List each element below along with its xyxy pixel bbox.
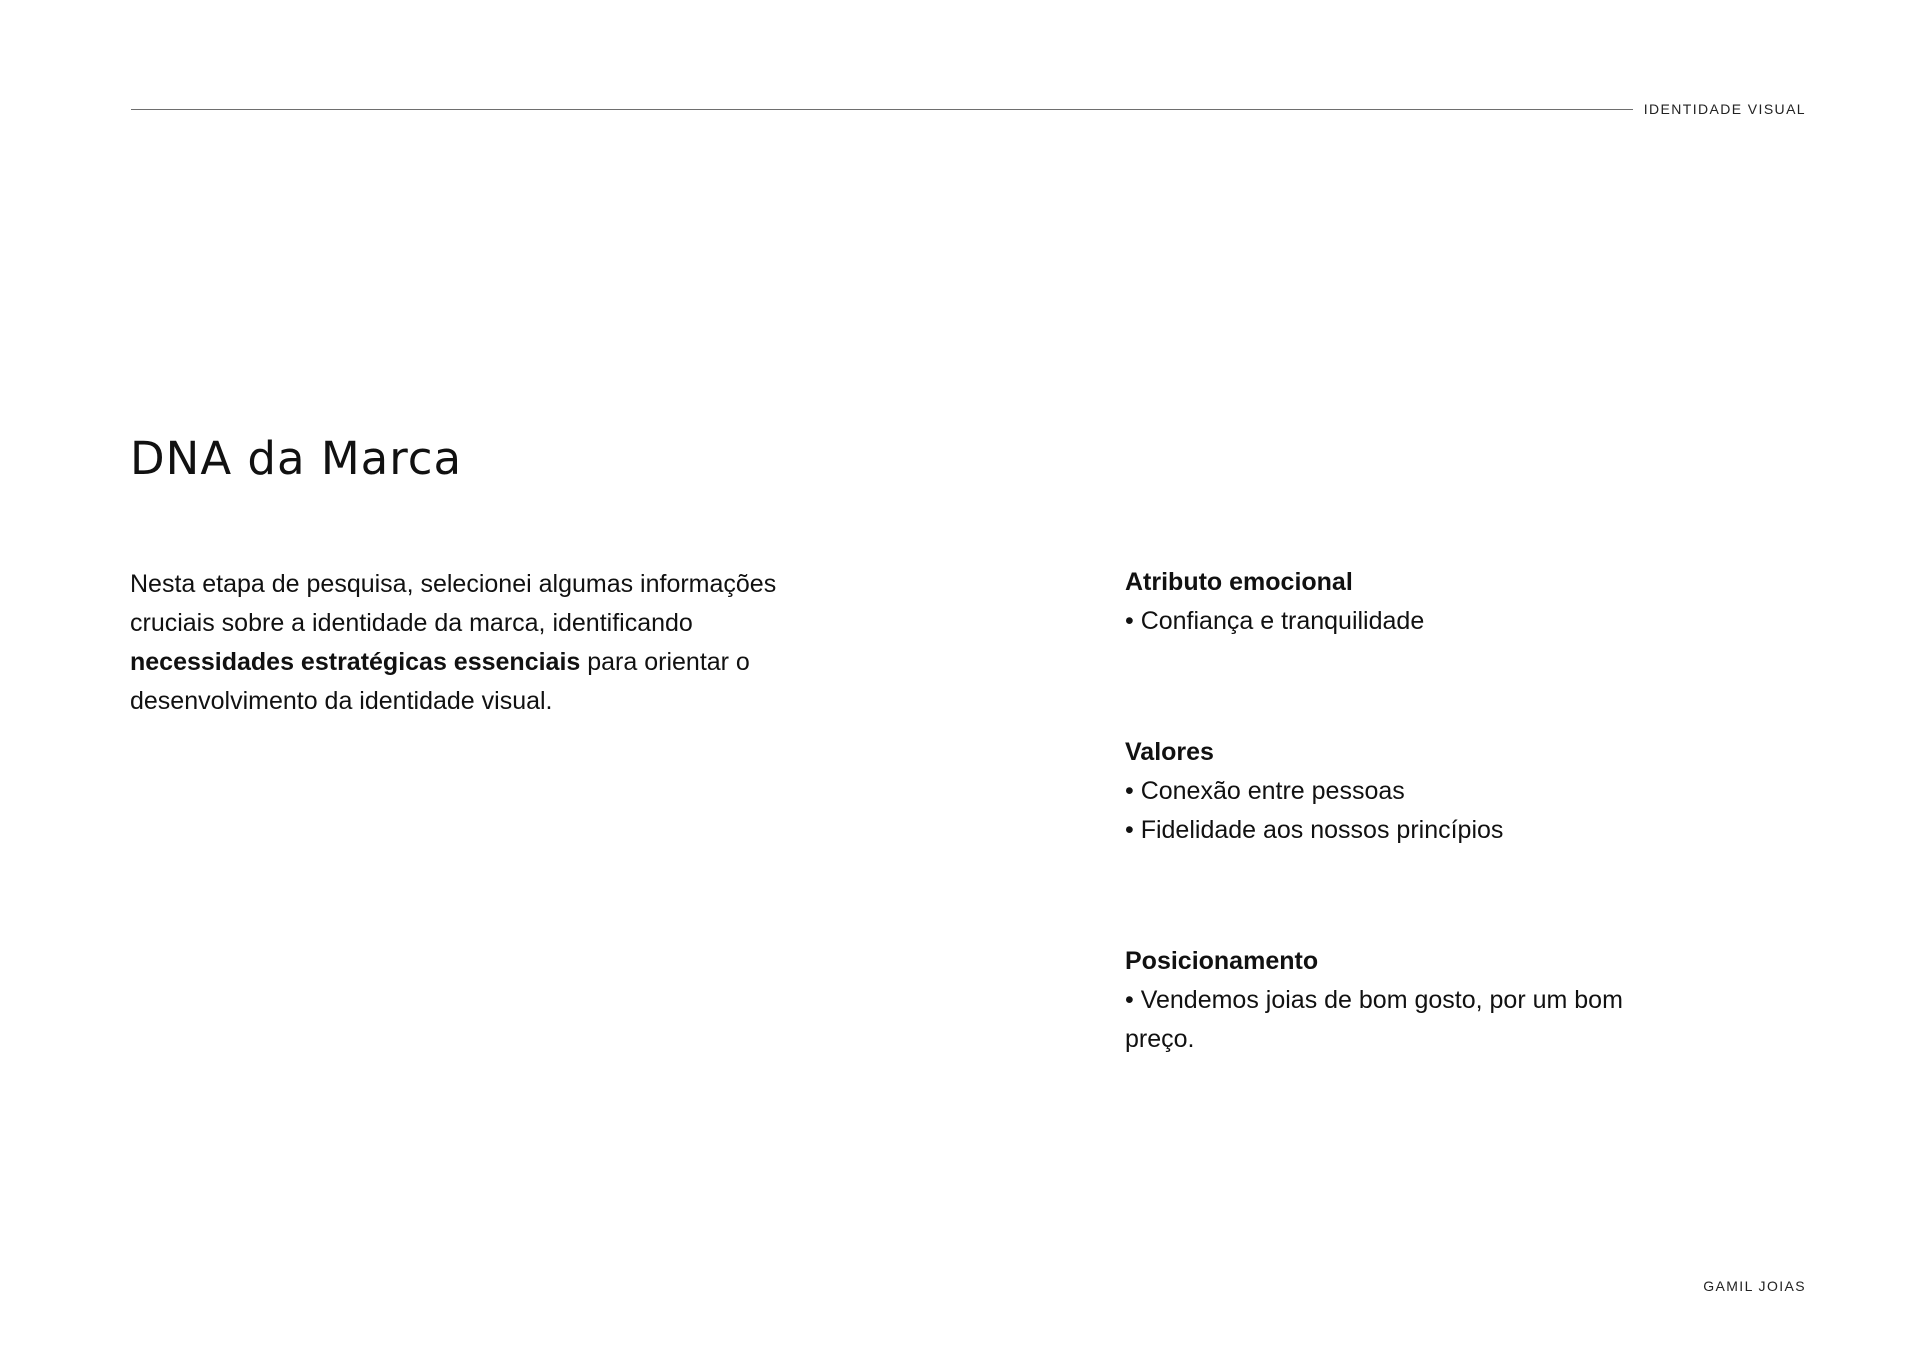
list-item: • Conexão entre pessoas [1125, 777, 1405, 805]
section-title: Posicionamento [1125, 947, 1319, 975]
section-emotional-attribute [1125, 563, 1645, 641]
intro-paragraph [130, 565, 810, 721]
section-values [1125, 733, 1645, 850]
header-section-label: IDENTIDADE VISUAL [1643, 101, 1806, 117]
section-positioning [1125, 942, 1645, 1059]
intro-text-end: para orientar o desenvolvimento da identidade visual. [130, 648, 750, 715]
section-title: Atributo emocional [1125, 568, 1353, 596]
list-item: • Fidelidade aos nossos princípios [1125, 816, 1504, 844]
footer-brand-label: GAMIL JOIAS [1703, 1278, 1806, 1294]
page-title: DNA da Marca [130, 432, 463, 485]
intro-text-bold: necessidades estratégicas essenciais [130, 648, 581, 676]
list-item: • Confiança e tranquilidade [1125, 607, 1425, 635]
list-item: • Vendemos joias de bom gosto, por um bom preço. [1125, 986, 1623, 1053]
intro-text-start: Nesta etapa de pesquisa, selecionei algumas informações cruciais sobre a identidade da marca, identificando [130, 570, 777, 637]
header-divider [131, 109, 1633, 110]
section-title: Valores [1125, 738, 1214, 766]
